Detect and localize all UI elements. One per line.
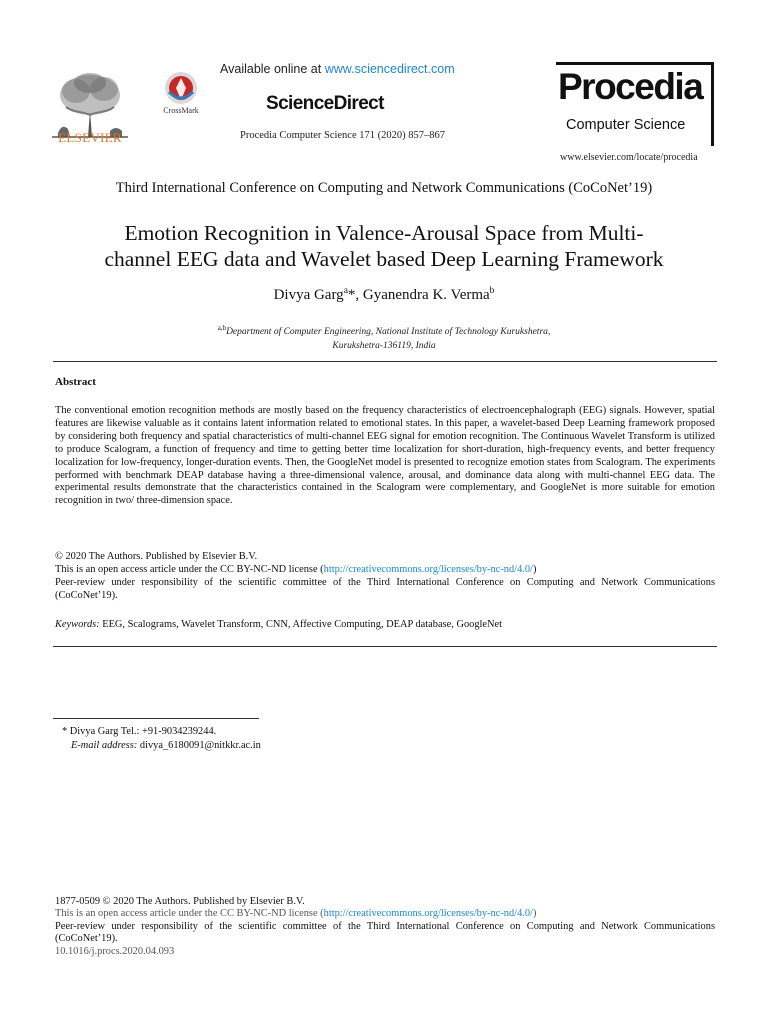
bottom-copyright-line [55, 896, 715, 908]
abstract-heading: Abstract [55, 376, 96, 388]
doi[interactable]: 10.1016/j.procs.2020.04.093 [55, 945, 175, 957]
affiliation-line-1: Department of Computer Engineering, National Institute of Technology Kurukshetra, [226, 327, 551, 338]
email-address[interactable]: divya_6180091@nitkkr.ac.in [137, 740, 261, 751]
journal-citation: Procedia Computer Science 171 (2020) 857–867 [240, 130, 445, 141]
footnote-email [71, 740, 261, 751]
divider-bottom [53, 646, 717, 647]
abstract-license-block [55, 551, 715, 603]
divider-top [53, 361, 717, 362]
author-list [0, 286, 768, 304]
issn: 1877-0509 [55, 896, 101, 907]
bottom-notice [55, 896, 715, 958]
procedia-subtitle: Computer Science [566, 117, 686, 133]
abstract-license-line [55, 564, 715, 577]
elsevier-wordmark: ELSEVIER [58, 130, 122, 145]
author-2-affil-mark: b [489, 286, 495, 296]
crossmark-label: CrossMark [163, 106, 199, 115]
available-online-line [220, 62, 480, 76]
paper-title-line-1: Emotion Recognition in Valence-Arousal Space from Multi- [124, 221, 644, 245]
keywords-list: EEG, Scalograms, Wavelet Transform, CNN, Affective Computing, DEAP database, GoogleNet [99, 619, 503, 630]
procedia-wordmark: Procedia [558, 66, 703, 107]
affiliation-line-2: Kurukshetra-136119, India [332, 341, 436, 352]
footnote-contact: * Divya Garg Tel.: +91-9034239244. [62, 726, 217, 737]
keywords-line [55, 619, 715, 630]
bottom-copyright: © 2020 The Authors. Published by Elsevier B.V. [100, 896, 305, 907]
affiliation [120, 321, 648, 353]
conference-name: Third International Conference on Computing and Network Communications (CoCoNet’19) [115, 180, 653, 196]
footnote-rule [53, 718, 259, 719]
bottom-license-line [55, 908, 715, 920]
abstract-license-link[interactable]: http://creativecommons.org/licenses/by-nc-nd/4.0/ [323, 563, 533, 575]
abstract-license-text: This is an open access article under the CC BY-NC-ND license ( [55, 563, 324, 575]
bottom-peer-review: Peer-review under responsibility of the scientific committee of the Third International Conference on Computing and Network Communications (CoCoNet’19). [55, 920, 715, 945]
sciencedirect-wordmark: ScienceDirect [266, 93, 384, 114]
abstract-copyright: © 2020 The Authors. Published by Elsevier B.V. [55, 551, 258, 562]
paper-title [40, 220, 728, 272]
affiliation-mark: a,b [217, 324, 227, 332]
abstract-body: The conventional emotion recognition methods are mostly based on the frequency characteristics of electroencephalograph (EEG) signals. However, spatial features are likewise valuable as it contains latent information related to emotional states. In this paper, a wavelet-based Deep Learning framework proposed by considering both frequency and spatial characteristics of multi-channel EEG signal for emotion recognition. The Continuous Wavelet Transform is utilized to produce Scalogram, a function of frequency and time to getting better time localization for short-duration, high-frequency events, and better frequency localization for low-frequency, longer-duration events. Then, the GoogleNet model is presented to recognize emotion states from Scalogram. The experiments performed with benchmark DEAP database having a three-dimensional valence, arousal, and dominance data along with multi-channel EEG data. The experimental results demonstrate that the characteristics contained in the Scalogram were complementary, and GoogleNet is more suitable for emotion recognition in two/ three-dimension space. [55, 405, 715, 507]
author-1-affil-mark: a [343, 286, 348, 296]
procedia-url-link[interactable]: www.elsevier.com/locate/procedia [560, 152, 698, 163]
available-online-text: Available online at [220, 62, 325, 76]
email-label: E-mail address: [71, 740, 138, 751]
paper-title-line-2: channel EEG data and Wavelet based Deep Learning Framework [104, 247, 664, 271]
author-2: Gyanendra K. Verma [362, 287, 490, 303]
abstract-license-suffix: ) [532, 563, 537, 575]
bottom-license-text: This is an open access article under the CC BY-NC-ND license ( [55, 908, 324, 920]
sciencedirect-link[interactable]: www.sciencedirect.com [324, 62, 455, 76]
abstract-peer-review: Peer-review under responsibility of the scientific committee of the Third International Conference on Computing and Network Communications (CoCoNet’19). [55, 576, 715, 601]
keywords-label: Keywords: [55, 619, 100, 630]
corresponding-mark: *, [347, 287, 363, 303]
bottom-license-link[interactable]: http://creativecommons.org/licenses/by-nc-nd/4.0/ [323, 908, 533, 920]
bottom-license-suffix: ) [532, 908, 537, 920]
author-1: Divya Garg [273, 287, 344, 303]
